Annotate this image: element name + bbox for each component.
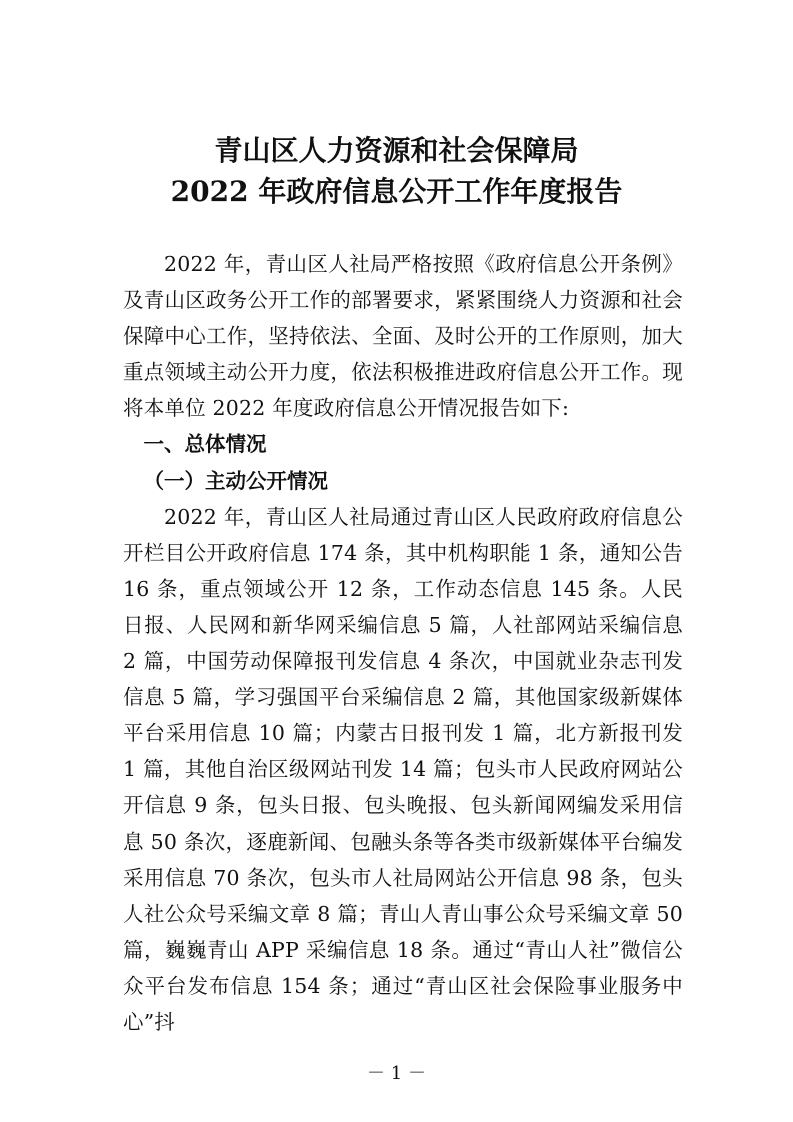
document-body — [123, 246, 683, 1040]
document-title-line-2: 2022 年政府信息公开工作年度报告 — [170, 175, 623, 208]
document-title-line-1: 青山区人力资源和社会保障局 — [214, 134, 579, 167]
section-heading-overview: 一、总体情况 — [143, 432, 267, 457]
subsection-heading-active-disclosure: （一）主动公开情况 — [143, 468, 328, 493]
page-number: － 1 － — [367, 1063, 426, 1084]
body-paragraph-active-disclosure: 2022 年，青山区人社局通过青山区人民政府政府信息公开栏目公开政府信息 174 条，其中机构职能 1 条，通知公告 16 条，重点领域公开 12 条，工作动态信息 145 条。人民日报、人民网和新华网采编信息 5 篇，人社部网站采编信息 2 篇，中国劳动保障报刊发信息 4 条次，中国就业杂志刊发信息 5 篇，学习强国平台采编信息 2 篇，其他国家级新媒体平台采用信息 10 篇；内蒙古日报刊发 1 篇，北方新报刊发 1 篇，其他自治区级网站刊发 14 篇；包头市人民政府网站公开信息 9 条，包头日报、包头晚报、包头新闻网编发采用信息 50 条次，逐鹿新闻、包融头条等各类市级新媒体平台编发采用信息 70 条次，包头市人社局网站公开信息 98 条，包头人社公众号采编文章 8 篇；青山人青山事公众号采编文章 50 篇，巍巍青山 APP 采编信息 18 条。通过“青山人社”微信公众平台发布信息 154 条；通过“青山区社会保险事业服务中心”抖 — [123, 504, 683, 1034]
intro-paragraph: 2022 年，青山区人社局严格按照《政府信息公开条例》及青山区政务公开工作的部署要求，紧紧围绕人力资源和社会保障中心工作，坚持依法、全面、及时公开的工作原则，加大重点领域主动公开力度，依法积极推进政府信息公开工作。现将本单位 2022 年度政府信息公开情况报告如下: — [123, 252, 683, 421]
